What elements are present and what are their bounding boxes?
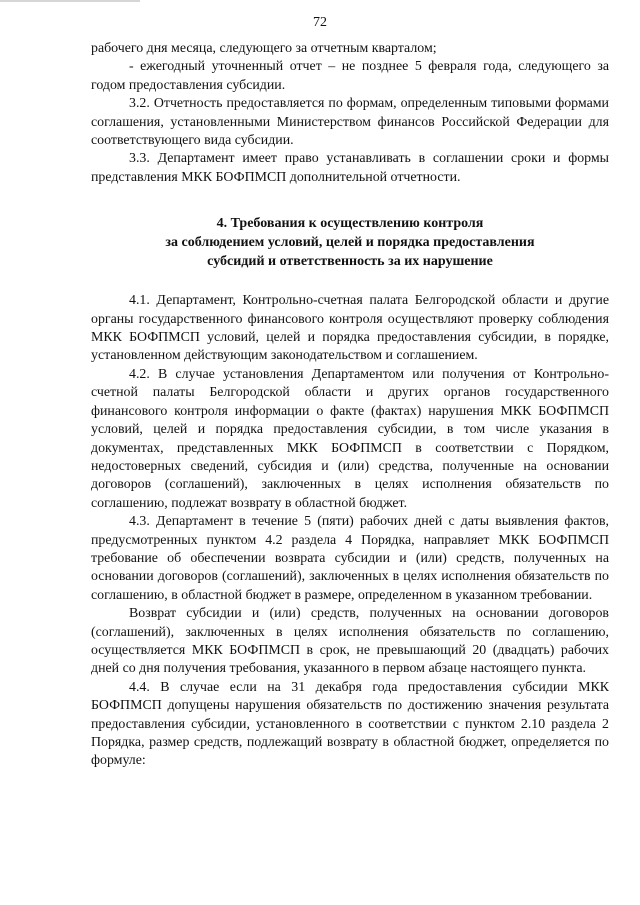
- paragraph-3-3: 3.3. Департамент имеет право устанавливать в соглашении сроки и формы представления МКК БОФПМСП дополнительной отчетности.: [91, 151, 609, 185]
- paragraph-4-1: 4.1. Департамент, Контрольно-счетная палата Белгородской области и другие органы государственного финансового контроля осуществляют проверку соблюдения МКК БОФПМСП условий, целей и порядка предоставления субсидии, в порядке, установленном действующим законодательством и соглашением.: [91, 293, 609, 364]
- section-heading-line-2: за соблюдением условий, целей и порядка предоставления: [165, 235, 535, 251]
- paragraph-continuation: рабочего дня месяца, следующего за отчетным кварталом;: [91, 41, 437, 56]
- paragraph-4-2: 4.2. В случае установления Департаментом или получения от Контрольно-счетной палаты Белгородской области и других органов государственного финансового контроля информации о факте (фактах) нарушения МКК БОФПМСП условий, целей и порядка предоставления субсидии, в том числе указания в документах, представленных МКК БОФПМСП в соответствии с Порядком, недостоверных сведений, субсидия и (или) средства, полученные на основании договоров (соглашений), заключенных в целях исполнения обязательств по соглашению, подлежат возврату в областной бюджет.: [91, 366, 609, 511]
- page-number: 72: [313, 15, 327, 30]
- scan-artifact: [0, 0, 140, 2]
- paragraph-3-2: 3.2. Отчетность предоставляется по формам, определенным типовыми формами соглашения, установленными Министерством финансов Российской Федерации для соответствующего вида субсидии.: [91, 96, 609, 149]
- paragraph-4-3: 4.3. Департамент в течение 5 (пяти) рабочих дней с даты выявления фактов, предусмотренных пунктом 4.2 раздела 4 Порядка, направляет МКК БОФПМСП требование об обеспечении возврата субсидии и (или) средств, полученных на основании договоров (соглашений), заключенных в целях исполнения обязательств по соглашению, в областной бюджет в размере, определенном в указанном требовании.: [91, 514, 609, 603]
- section-heading-line-3: субсидий и ответственность за их нарушение: [207, 254, 493, 270]
- document-body: [91, 40, 609, 771]
- paragraph-4-4: 4.4. В случае если на 31 декабря года предоставления субсидии МКК БОФПМСП допущены нарушения обязательств по достижению значения результата предоставления субсидии, установленного в соответствии с пунктом 2.10 раздела 2 Порядка, размер средств, подлежащий возврату в областной бюджет, определяется по формуле:: [91, 679, 609, 769]
- section-4-heading: [91, 214, 609, 271]
- section-heading-line-1: 4. Требования к осуществлению контроля: [216, 216, 484, 232]
- paragraph-refund-term: Возврат субсидии и (или) средств, полученных на основании договоров (соглашений), заключенных в целях исполнения обязательств по соглашению, осуществляется МКК БОФПМСП в срок, не превышающий 20 (двадцать) рабочих дней со дня получения требования, указанного в первом абзаце настоящего пункта.: [91, 606, 609, 677]
- paragraph-annual-report: - ежегодный уточненный отчет – не позднее 5 февраля года, следующего за годом предоставления субсидии.: [91, 59, 609, 93]
